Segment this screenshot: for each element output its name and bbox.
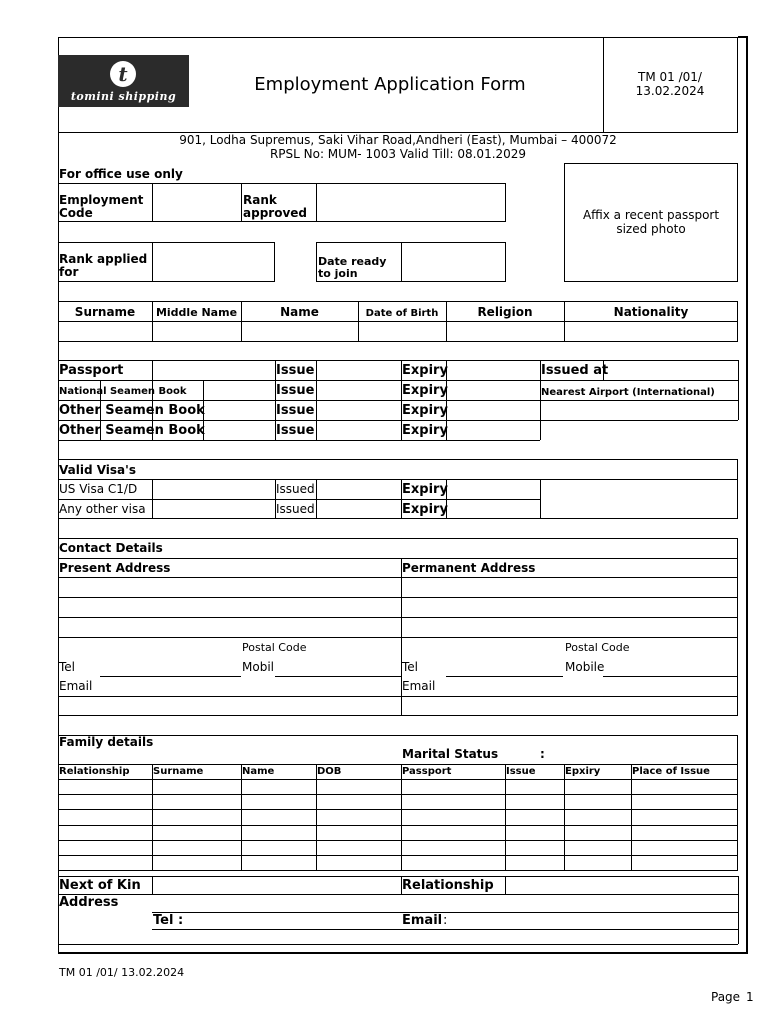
permanent-mobile-label: Mobile (565, 660, 605, 674)
osb2-expiry-label: Expiry (402, 423, 448, 438)
osb1-number-field[interactable] (204, 401, 274, 419)
present-tel-label: Tel (59, 660, 76, 674)
us-visa-issued-field[interactable] (317, 480, 400, 498)
valid-visa-heading: Valid Visa's (59, 463, 136, 477)
other-visa-issued-field[interactable] (317, 500, 400, 518)
passport-expiry-field[interactable] (447, 361, 539, 379)
family-col-place-of-issue: Place of Issue (632, 766, 710, 777)
passport-number-field[interactable] (153, 361, 274, 379)
form-bottom-border (58, 952, 748, 954)
employment-code-label: Employment (59, 193, 144, 207)
us-visa-number-field[interactable] (153, 480, 274, 498)
rank-applied-label: Rank applied (59, 252, 148, 266)
osb2-expiry-field[interactable] (447, 421, 539, 439)
family-col-name: Name (242, 766, 275, 777)
passport-issued-at-field[interactable] (604, 361, 737, 379)
national-seamen-book-label: National Seamen Book (59, 386, 187, 397)
footer-page-number: 1 (746, 990, 754, 1004)
present-address-line-1[interactable] (59, 578, 400, 596)
kin-relationship-label: Relationship (402, 878, 494, 893)
marital-status-colon: : (540, 747, 545, 761)
osb1-expiry-label: Expiry (402, 403, 448, 418)
osb1-expiry-field[interactable] (447, 401, 539, 419)
marital-status-field[interactable] (550, 746, 736, 763)
footer-page-label: Page (711, 990, 741, 1004)
passport-issue-label: Issue (276, 363, 315, 378)
next-of-kin-label: Next of Kin (59, 878, 141, 893)
osb2-issue-label: Issue (276, 423, 315, 438)
contact-details-heading: Contact Details (59, 541, 163, 555)
middle-name-field[interactable] (153, 322, 240, 341)
permanent-tel-underline (446, 676, 563, 677)
photo-instruction-1: Affix a recent passport (582, 208, 720, 222)
passport-expiry-label: Expiry (402, 363, 448, 378)
kin-email-field[interactable] (452, 913, 737, 928)
kin-email-label: Email (402, 913, 443, 928)
present-mobil-field[interactable] (275, 658, 400, 675)
kin-relationship-field[interactable] (506, 877, 737, 893)
header-frame-shadow-top (738, 36, 748, 38)
osb2-issue-field[interactable] (317, 421, 400, 439)
osb1-issue-label: Issue (276, 403, 315, 418)
other-visa-expiry-label: Expiry (402, 502, 448, 517)
permanent-address-heading: Permanent Address (402, 561, 536, 575)
nsb-issue-label: Issue (276, 383, 315, 398)
family-row-4-fields[interactable] (59, 826, 737, 839)
form-title: Employment Application Form (254, 74, 526, 95)
contact-line-5 (58, 637, 738, 638)
nsb-number-field[interactable] (204, 381, 274, 399)
present-tel-field[interactable] (100, 658, 241, 675)
contact-line-1 (58, 558, 738, 559)
kin-tel-label: Tel : (153, 913, 184, 928)
rank-applied-field[interactable] (153, 243, 274, 281)
header-frame-shadow-right (746, 37, 748, 953)
kin-address-label: Address (59, 895, 119, 910)
permanent-email-label: Email (402, 679, 436, 693)
logo-mark-icon: t (110, 61, 136, 87)
other-seamen-book-label-2: Other Seamen Book (59, 423, 205, 438)
other-visa-expiry-field[interactable] (447, 500, 539, 518)
permanent-email-field[interactable] (446, 678, 737, 695)
rank-approved-field[interactable] (317, 184, 505, 221)
permanent-postal-code-label: Postal Code (565, 641, 630, 654)
us-visa-expiry-field[interactable] (447, 480, 539, 498)
present-tel-underline (100, 676, 241, 677)
present-postal-code-label: Postal Code (242, 641, 307, 654)
permanent-mobile-underline (603, 676, 738, 677)
nationality-field[interactable] (565, 322, 737, 341)
office-use-heading: For office use only (59, 167, 183, 181)
family-col-expiry: Epxiry (565, 766, 601, 777)
nationality-header: Nationality (613, 305, 689, 319)
permanent-tel-label: Tel (402, 660, 419, 674)
family-header-top (58, 764, 738, 765)
rank-approved-label: Rank (243, 193, 277, 207)
employment-code-field[interactable] (153, 184, 240, 221)
date-ready-field[interactable] (402, 243, 505, 281)
other-visa-issued-label: Issued (276, 502, 315, 516)
family-row-1-fields[interactable] (59, 780, 737, 793)
dob-header: Date of Birth (365, 308, 439, 319)
kin-tel-field[interactable] (190, 913, 400, 928)
doc-right-border (738, 360, 739, 420)
family-col-relationship: Relationship (59, 766, 130, 777)
surname-header: Surname (74, 305, 136, 319)
religion-field[interactable] (447, 322, 563, 341)
kin-line-3 (152, 929, 738, 930)
family-col-issue: Issue (506, 766, 536, 777)
nsb-expiry-label: Expiry (402, 383, 448, 398)
passport-issue-field[interactable] (317, 361, 400, 379)
family-row-2-fields[interactable] (59, 795, 737, 808)
kin-address-field[interactable] (153, 895, 737, 911)
permanent-mobile-field[interactable] (604, 658, 737, 675)
family-col-surname: Surname (153, 766, 204, 777)
present-mobil-underline (275, 676, 401, 677)
religion-header: Religion (477, 305, 533, 319)
kin-line-4 (58, 944, 738, 945)
doc-ref-line1: TM 01 /01/ (638, 70, 702, 84)
present-address-heading: Present Address (59, 561, 171, 575)
family-row-3-fields[interactable] (59, 810, 737, 824)
present-mobil-label: Mobil (242, 660, 274, 674)
other-seamen-book-label-1: Other Seamen Book (59, 403, 205, 418)
permanent-address-line-2[interactable] (402, 598, 737, 616)
permanent-address-line-1[interactable] (402, 578, 737, 596)
osb1-issue-field[interactable] (317, 401, 400, 419)
nearest-airport-label: Nearest Airport (International) (541, 387, 715, 398)
rpsl-number: RPSL No: MUM- 1003 Valid Till: 08.01.2029 (269, 147, 527, 161)
logo-text: tomini shipping (70, 90, 177, 103)
rank-approved-label-2: approved (243, 206, 307, 220)
company-logo (58, 55, 189, 107)
marital-status-label: Marital Status (402, 747, 499, 761)
middle-name-header: Middle Name (155, 306, 238, 319)
family-details-heading: Family details (59, 735, 154, 749)
footer-doc-ref: TM 01 /01/ 13.02.2024 (59, 966, 185, 979)
employment-code-label-2: Code (59, 206, 93, 220)
nsb-expiry-field[interactable] (447, 381, 539, 399)
name-header: Name (280, 305, 319, 319)
doc-ref-line2: 13.02.2024 (635, 84, 705, 98)
dob-field[interactable] (359, 322, 445, 341)
present-email-label: Email (59, 679, 93, 693)
family-col-dob: DOB (317, 766, 342, 777)
name-field[interactable] (242, 322, 357, 341)
present-address-line-3[interactable] (59, 618, 400, 636)
next-of-kin-field[interactable] (153, 877, 400, 893)
visa-div-6 (540, 479, 541, 519)
company-address: 901, Lodha Supremus, Saki Vihar Road,Andheri (East), Mumbai – 400072 (179, 133, 617, 147)
date-ready-label: Date ready (318, 255, 387, 268)
issued-at-label: Issued at (541, 363, 609, 378)
contact-line-6 (58, 696, 738, 697)
photo-instruction-2: sized photo (616, 222, 686, 236)
osb2-number-field[interactable] (204, 421, 274, 439)
family-row-5-fields[interactable] (59, 841, 737, 854)
nsb-issue-field[interactable] (317, 381, 400, 399)
present-address-line-2[interactable] (59, 598, 400, 616)
office-row1-div2 (241, 183, 242, 222)
rank-applied-label-2: for (59, 265, 79, 279)
us-visa-issued-label: Issued (276, 482, 315, 496)
us-visa-expiry-label: Expiry (402, 482, 448, 497)
passport-label: Passport (59, 363, 124, 378)
kin-right-border (738, 876, 739, 944)
family-col-passport: Passport (402, 766, 452, 777)
surname-field[interactable] (59, 322, 151, 341)
present-email-field[interactable] (100, 678, 400, 695)
other-visa-label: Any other visa (59, 502, 146, 516)
family-row-6-fields[interactable] (59, 856, 737, 870)
permanent-tel-field[interactable] (446, 658, 563, 675)
date-ready-label-2: to join (318, 267, 358, 280)
kin-email-colon: : (443, 913, 448, 928)
nearest-airport-field[interactable] (541, 401, 737, 419)
us-visa-label: US Visa C1/D (59, 482, 138, 496)
other-visa-number-field[interactable] (153, 500, 274, 518)
doc-line-4 (58, 440, 540, 441)
permanent-address-line-3[interactable] (402, 618, 737, 636)
